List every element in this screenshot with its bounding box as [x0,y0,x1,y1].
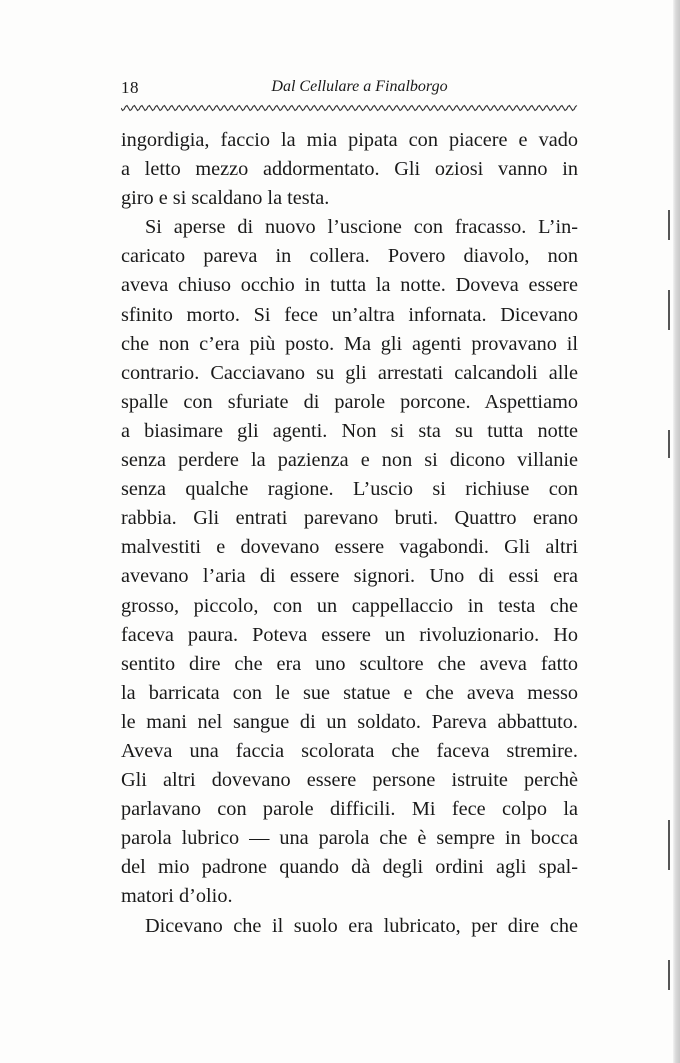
text-line: caricato pareva in collera. Povero diavolo, non [121,245,578,268]
text-line: Aveva una faccia scolorata che faceva stremire. [121,739,578,762]
running-title: Dal Cellulare a Finalborgo [271,78,448,95]
edge-mark [668,290,670,330]
text-line: giro e si scaldano la testa. [121,187,330,210]
text-line: avevano l’aria di essere signori. Uno di essi era [121,565,578,588]
text-line: a biasimare gli agenti. Non si sta su tutta notte [121,419,578,442]
edge-mark [668,210,670,240]
text-line: parlavano con parole difficili. Mi fece colpo la [121,798,578,821]
text-line: rabbia. Gli entrati parevano bruti. Quattro erano [121,507,578,530]
text-line: spalle con sfuriate di parole porcone. Aspettiamo [121,390,578,413]
text-line: senza qualche ragione. L’uscio si richiuse con [121,478,578,501]
body-text [121,126,578,941]
edge-mark [668,430,670,458]
text-line: le mani nel sangue di un soldato. Pareva abbattuto. [121,710,578,733]
edge-mark [668,820,670,870]
text-line: a letto mezzo addormentato. Gli oziosi vanno in [121,158,578,181]
text-line: grosso, piccolo, con un cappellaccio in testa che [121,594,578,617]
wavy-rule-ornament [121,104,578,112]
text-line: la barricata con le sue statue e che aveva messo [121,681,578,704]
running-header [121,78,578,102]
text-line: contrario. Cacciavano su gli arrestati calcandoli alle [121,361,578,384]
text-line: aveva chiuso occhio in tutta la notte. Doveva essere [121,274,578,297]
page-number: 18 [121,78,139,97]
text-line: malvestiti e dovevano essere vagabondi. Gli altri [121,536,578,559]
text-line: matori d’olio. [121,885,233,908]
text-line: del mio padrone quando dà degli ordini agli spal- [121,856,578,879]
text-line: Si aperse di nuovo l’uscione con fracasso. L’in- [145,216,578,239]
edge-mark [668,960,670,990]
page-edge-shadow [673,0,680,1063]
text-line: senza perdere la pazienza e non si dicono villanie [121,449,578,472]
text-line: ingordigia, faccio la mia pipata con piacere e vado [121,129,578,151]
text-line: sentito dire che era uno scultore che aveva fatto [121,652,578,675]
text-line: sfinito morto. Si fece un’altra infornata. Dicevano [121,303,578,326]
text-line: che non c’era più posto. Ma gli agenti provavano il [121,332,578,355]
text-line: faceva paura. Poteva essere un rivoluzionario. Ho [121,623,578,646]
text-line: Gli altri dovevano essere persone istruite perchè [121,769,578,792]
text-line: Dicevano che il suolo era lubricato, per dire che [145,914,578,937]
text-line: parola lubrico — una parola che è sempre in bocca [121,827,578,850]
